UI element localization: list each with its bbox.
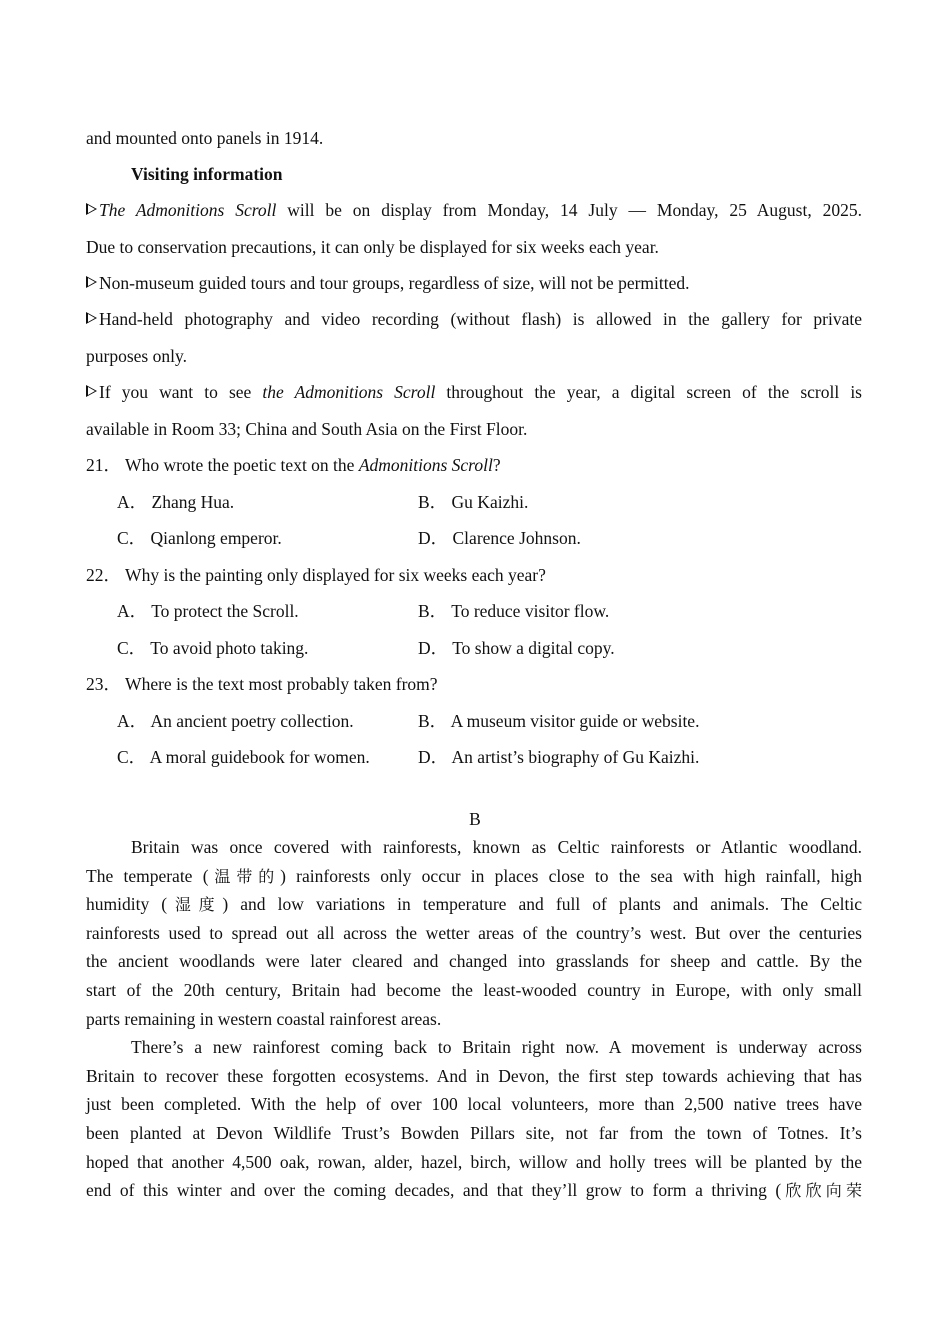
passage-line: start of the 20th century, Britain had become the least-wooded country in Europe, with only small: [86, 980, 862, 1000]
question-21-option-d[interactable]: D． Clarence Johnson.: [418, 528, 581, 548]
passage-line: Britain to recover these forgotten ecosystems. And in Devon, the first step towards achieving that has: [86, 1066, 862, 1086]
text-line: purposes only.: [86, 346, 187, 366]
chinese-gloss: 温带的: [208, 867, 281, 886]
question-21-option-b[interactable]: B． Gu Kaizhi.: [418, 492, 529, 512]
question-22-option-d[interactable]: D． To show a digital copy.: [418, 638, 615, 658]
triangle-bullet-icon: [86, 203, 97, 215]
question-23-option-c[interactable]: C． A moral guidebook for women.: [117, 747, 370, 767]
question-22-option-c[interactable]: C． To avoid photo taking.: [117, 638, 309, 658]
text-line: Due to conservation precautions, it can only be displayed for six weeks each year.: [86, 237, 659, 257]
bullet-tours: Non-museum guided tours and tour groups, regardless of size, will not be permitted.: [86, 272, 862, 294]
question-21-stem: 21． Who wrote the poetic text on the Admonitions Scroll?: [86, 455, 501, 475]
question-23-option-a[interactable]: A． An ancient poetry collection.: [117, 711, 354, 731]
chinese-gloss: 湿度: [167, 895, 223, 914]
passage-line: hoped that another 4,500 oak, rowan, alder, hazel, birch, willow and holly trees will be planted by the: [86, 1152, 862, 1172]
triangle-bullet-icon: [86, 276, 97, 288]
passage-line: just been completed. With the help of over 100 local volunteers, more than 2,500 native trees have: [86, 1094, 862, 1114]
question-22-option-a[interactable]: A． To protect the Scroll.: [117, 601, 299, 621]
bullet-digital-screen: If you want to see the Admonitions Scroll throughout the year, a digital screen of the scroll is: [86, 381, 862, 403]
passage-line: parts remaining in western coastal rainforest areas.: [86, 1009, 442, 1029]
passage-line: the ancient woodlands were later cleared and changed into grasslands for sheep and cattle. By the: [86, 951, 862, 971]
question-22-option-b[interactable]: B． To reduce visitor flow.: [418, 601, 610, 621]
triangle-bullet-icon: [86, 312, 97, 324]
bullet-photography: Hand-held photography and video recording (without flash) is allowed in the gallery for private: [86, 308, 862, 330]
question-23-option-d[interactable]: D． An artist’s biography of Gu Kaizhi.: [418, 747, 700, 767]
question-22-stem: 22． Why is the painting only displayed for six weeks each year?: [86, 565, 546, 585]
question-21-option-a[interactable]: A． Zhang Hua.: [117, 492, 235, 512]
passage-line: rainforests used to spread out all across the wetter areas of the country’s west. But over the centuries: [86, 923, 862, 943]
chinese-gloss: 欣欣向荣: [781, 1181, 862, 1200]
passage-line: The temperate (温带的) rainforests only occur in places close to the sea with high rainfall, high: [86, 866, 862, 886]
text-line: and mounted onto panels in 1914.: [86, 128, 324, 148]
passage-line: Britain was once covered with rainforests, known as Celtic rainforests or Atlantic woodland.: [131, 837, 862, 857]
passage-line: There’s a new rainforest coming back to Britain right now. A movement is underway across: [131, 1037, 862, 1057]
passage-line: been planted at Devon Wildlife Trust’s Bowden Pillars site, not far from the town of Totnes. It’s: [86, 1123, 862, 1143]
triangle-bullet-icon: [86, 385, 97, 397]
question-23-option-b[interactable]: B． A museum visitor guide or website.: [418, 711, 700, 731]
section-heading: Visiting information: [131, 164, 283, 184]
passage-line: end of this winter and over the coming decades, and that they’ll grow to form a thriving (欣欣向荣: [86, 1180, 862, 1200]
question-21-option-c[interactable]: C． Qianlong emperor.: [117, 528, 282, 548]
passage-line: humidity (湿度) and low variations in temperature and full of plants and animals. The Celtic: [86, 894, 862, 914]
bullet-display-dates: The Admonitions Scroll will be on display from Monday, 14 July — Monday, 25 August, 2025.: [86, 199, 862, 221]
text-line: available in Room 33; China and South Asia on the First Floor.: [86, 419, 528, 439]
section-b-label: B: [469, 809, 481, 829]
question-23-stem: 23． Where is the text most probably taken from?: [86, 674, 438, 694]
